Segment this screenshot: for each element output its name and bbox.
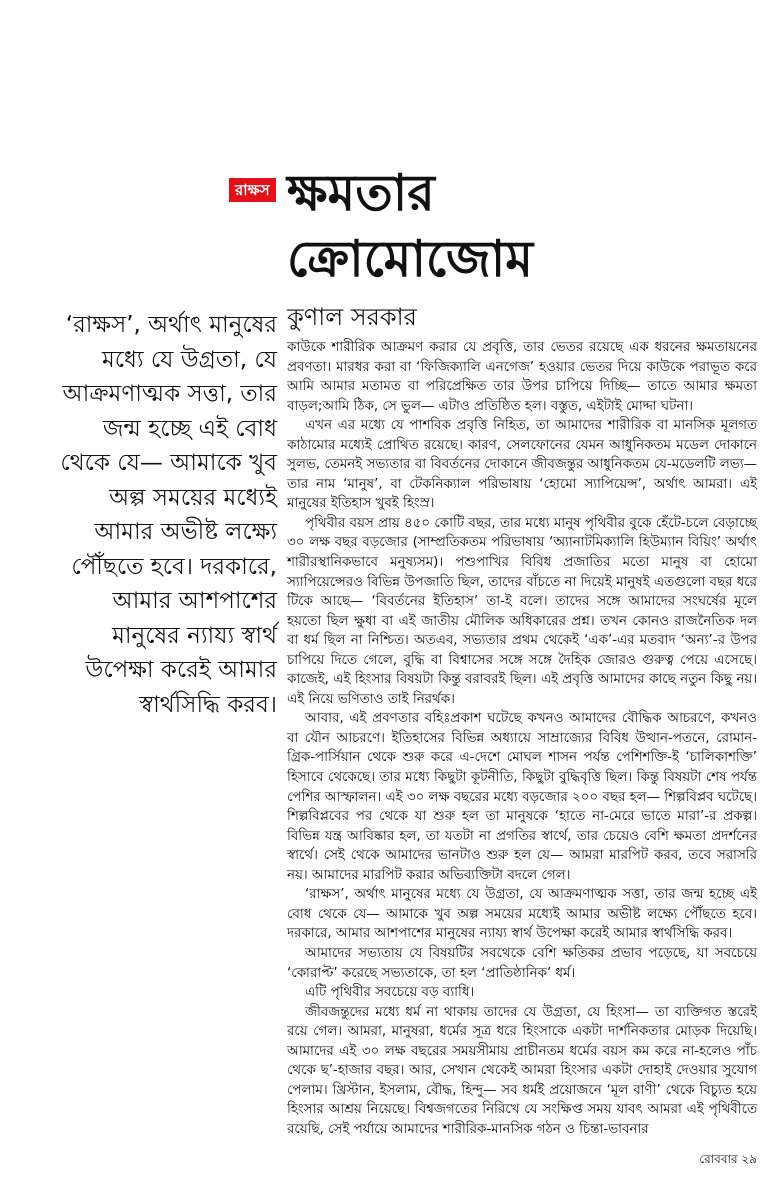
paragraph: জীবজন্তুদের মধ্যে ধর্ম না থাকায় তাদের যে উগ্রতা, যে হিংসা— তা ব্যক্তিগত স্তরেই রয়ে গেল। আমরা, মানুষরা, ধর্মের সূত্র ধরে হিংসাকে একটা দার্শনিকতার মোড়ক দিয়েছি। আমাদের এই ৩০ লক্ষ বছরের সময়সীমায় প্রাচীনতম ধর্মের বয়স কম করে না-হলেও পাঁচ থেকে ছ’-হাজার বছর। আর, সেখান থেকেই আমরা হিংসার একটা দোহাই দেওয়ার সুযোগ পেলাম। খ্রিস্টান, ইসলাম, বৌদ্ধ, হিন্দু— সব ধর্মই প্রয়োজনে ‘মূল বাণী’ থেকে বিচ্যুত হয়ে হিংসার আশ্রয় নিয়েছে। বিশ্বজগতের নিরিখে যে সংক্ষিপ্ত সময় যাবৎ আমরা এই পৃথিবীতে রয়েছি, সেই পর্যায়ে আমাদের শারীরিক-মানসিক গঠন ও চিন্তা-ভাবনার bbox=[287, 1004, 757, 1137]
headline-line: ক্ষমতার bbox=[287, 164, 435, 222]
paragraph: আবার, এই প্রবণতার বহিঃপ্রকাশ ঘটেছে কখনও আমাদের বৌদ্ধিক আচরণে, কখনও বা যৌন আচরণে। ইতিহাসের বিভিন্ন অধ্যায়ে সাম্রাজ্যের বিবিধ উত্থান-পতনে, রোমান-গ্রিক-পার্সিয়ান থেকে শুরু করে এ-দেশে মোঘল শাসন পর্যন্ত পেশিশক্তি-ই ‘চালিকাশক্তি’ হিসাবে থেকেছে। তার মধ্যে কিছুটা কূটনীতি, কিছুটা বুদ্ধিবৃত্তি ছিল। কিন্তু বিষয়টা শেষ পর্যন্ত পেশির আস্ফালন। এই ৩০ লক্ষ বছরের মধ্যে বড়জোর ২০০ বছর হল— শিল্পবিপ্লব ঘটেছে। শিল্পবিপ্লবের পর থেকে যা শুরু হল তা মানুষকে ‘হাতে না-মেরে ভাতে মারা’-র প্রকল্প। বিভিন্ন যন্ত্র আবিষ্কার হল, তা যতটা না প্রগতির স্বার্থে, তার চেয়েও বেশি ক্ষমতা প্রদর্শনের স্বার্থে। সেই থেকে আমাদের ভানটাও শুরু হল যে— আমরা মারপিট করব, তবে সরাসরি নয়। আমাদের মারপিট করার অভিব্যক্তিটা বদলে গেল। bbox=[287, 711, 757, 883]
paragraph: এটি পৃথিবীর সবচেয়ে বড় ব্যাধি। bbox=[305, 985, 475, 1001]
paragraph: আমাদের সভ্যতায় যে বিষয়টির সবথেকে বেশি ক্ষতিকর প্রভাব পড়েছে, যা সবচেয়ে ‘কোরাপ্ট’ করেছে সভ্যতাকে, তা হল ‘প্রাতিষ্ঠানিক’ ধর্ম। bbox=[287, 945, 757, 981]
pull-quote: ‘রাক্ষস’, অর্থাৎ মানুষের মধ্যে যে উগ্রতা, যে আক্রমণাত্মক সত্তা, তার জন্ম হচ্ছে এই বোধ থেকে যে— আমাকে খুব অল্প সময়ের মধ্যেই আমার অভীষ্ট লক্ষ্যে পৌঁছতে হবে। দরকারে, আমার আশপাশের মানুষের ন্যায্য স্বার্থ উপেক্ষা করেই আমার স্বার্থসিদ্ধি করব। bbox=[60, 312, 277, 718]
author-byline: কুণাল সরকার bbox=[287, 303, 417, 331]
article-column bbox=[235, 160, 757, 1197]
paragraph: এখন এর মধ্যে যে পাশবিক প্রবৃত্তি নিহিত, তা আমাদের শারীরিক বা মানসিক মূলগত কাঠামোর মধ্যেই প্রোথিত রয়েছে। কারণ, সেলফোনের যেমন আধুনিকতম মডেল দোকানে সুলভ, তেমনই সভ্যতার বা বিবর্তনের দোকানে জীবজন্তুর আধুনিকতম যে-মডেলটি লভ্য— তার নাম ‘মানুষ’, বা টেকনিক্যাল পরিভাষায় ‘হোমো স্যাপিয়েন্স’, অর্থাৎ আমরা। এই মানুষের ইতিহাস খুবই হিংস্র। bbox=[287, 418, 757, 512]
paragraph: পৃথিবীর বয়স প্রায় ৪৫০ কোটি বছর, তার মধ্যে মানুষ পৃথিবীর বুকে হেঁটে-চলে বেড়াচ্ছে ৩০ লক্ষ বছর বড়জোর (সাম্প্রতিকতম পরিভাষায় ‘অ্যানাটমিক্যালি হিউম্যান বিয়িং’ অর্থাৎ শারীরস্থানিকভাবে মনুষ্যসম)। পশুপাখির বিবিধ প্রজাতির মতো মানুষ বা হোমো স্যাপিয়েন্সেরও বিভিন্ন উপজাতি ছিল, তাদের বাঁচতে না দিয়েই মানুষই এতগুলো বছর ধরে টিকে আছে— ‘বিবর্তনের ইতিহাস’ তা-ই বলে। তাদের সঙ্গে আমাদের সংঘর্ষের মূলে হয়তো ছিল ক্ষুধা বা এই জাতীয় মৌলিক অধিকারের প্রশ্ন। তখন কোনও রাজনৈতিক দল বা ধর্ম ছিল না নিশ্চিত। অতএব, সভ্যতার প্রথম থেকেই ‘এক’-এর মতবাদ ‘অন্য’-র উপর চাপিয়ে দিতে গেলে, বুদ্ধি বা বিশ্বাসের সঙ্গে সঙ্গে দৈহিক জোরও গুরুত্ব পেয়ে এসেছে। কাজেই, এই হিংসার বিষয়টা কিন্তু বরাবরই ছিল। এই প্রবৃত্তি আমাদের কাছে নতুন কিছু নয়। এই নিয়ে ভণিতাও তাই নিরর্থক। bbox=[287, 515, 757, 707]
section-tag: রাক্ষস bbox=[229, 178, 276, 202]
headline bbox=[287, 160, 757, 292]
headline-line: ক্রোমোজোম bbox=[287, 230, 534, 288]
page-folio: রোববার ২৯ bbox=[699, 1152, 757, 1167]
article-body bbox=[287, 338, 757, 1139]
paragraph: ‘রাক্ষস’, অর্থাৎ মানুষের মধ্যে যে উগ্রতা, যে আক্রমণাত্মক সত্তা, তার জন্ম হচ্ছে এই বোধ থেকে যে— আমাকে খুব অল্প সময়ের মধ্যেই আমার অভীষ্ট লক্ষ্যে পৌঁছতে হবে। দরকারে, আমার আশপাশের মানুষের ন্যায্য স্বার্থ উপেক্ষা করেই আমার স্বার্থসিদ্ধি করব। bbox=[287, 887, 757, 942]
paragraph: কাউকে শারীরিক আক্রমণ করার যে প্রবৃত্তি, তার ভেতর রয়েছে এক ধরনের ক্ষমতায়নের প্রবণতা। মারধর করা বা ‘ফিজিক্যালি এনগেজ’ হওয়ার ভেতর দিয়ে কাউকে পরাভূত করে আমি আমার মতামত বা পরিপ্রেক্ষিত তার উপর চাপিয়ে দিচ্ছি— তাতে আমার ক্ষমতা বাড়ল;আমি ঠিক, সে ভুল— এটাও প্রতিষ্ঠিত হল। বস্তুত, এইটাই মোদ্দা ঘটনা। bbox=[287, 340, 757, 414]
